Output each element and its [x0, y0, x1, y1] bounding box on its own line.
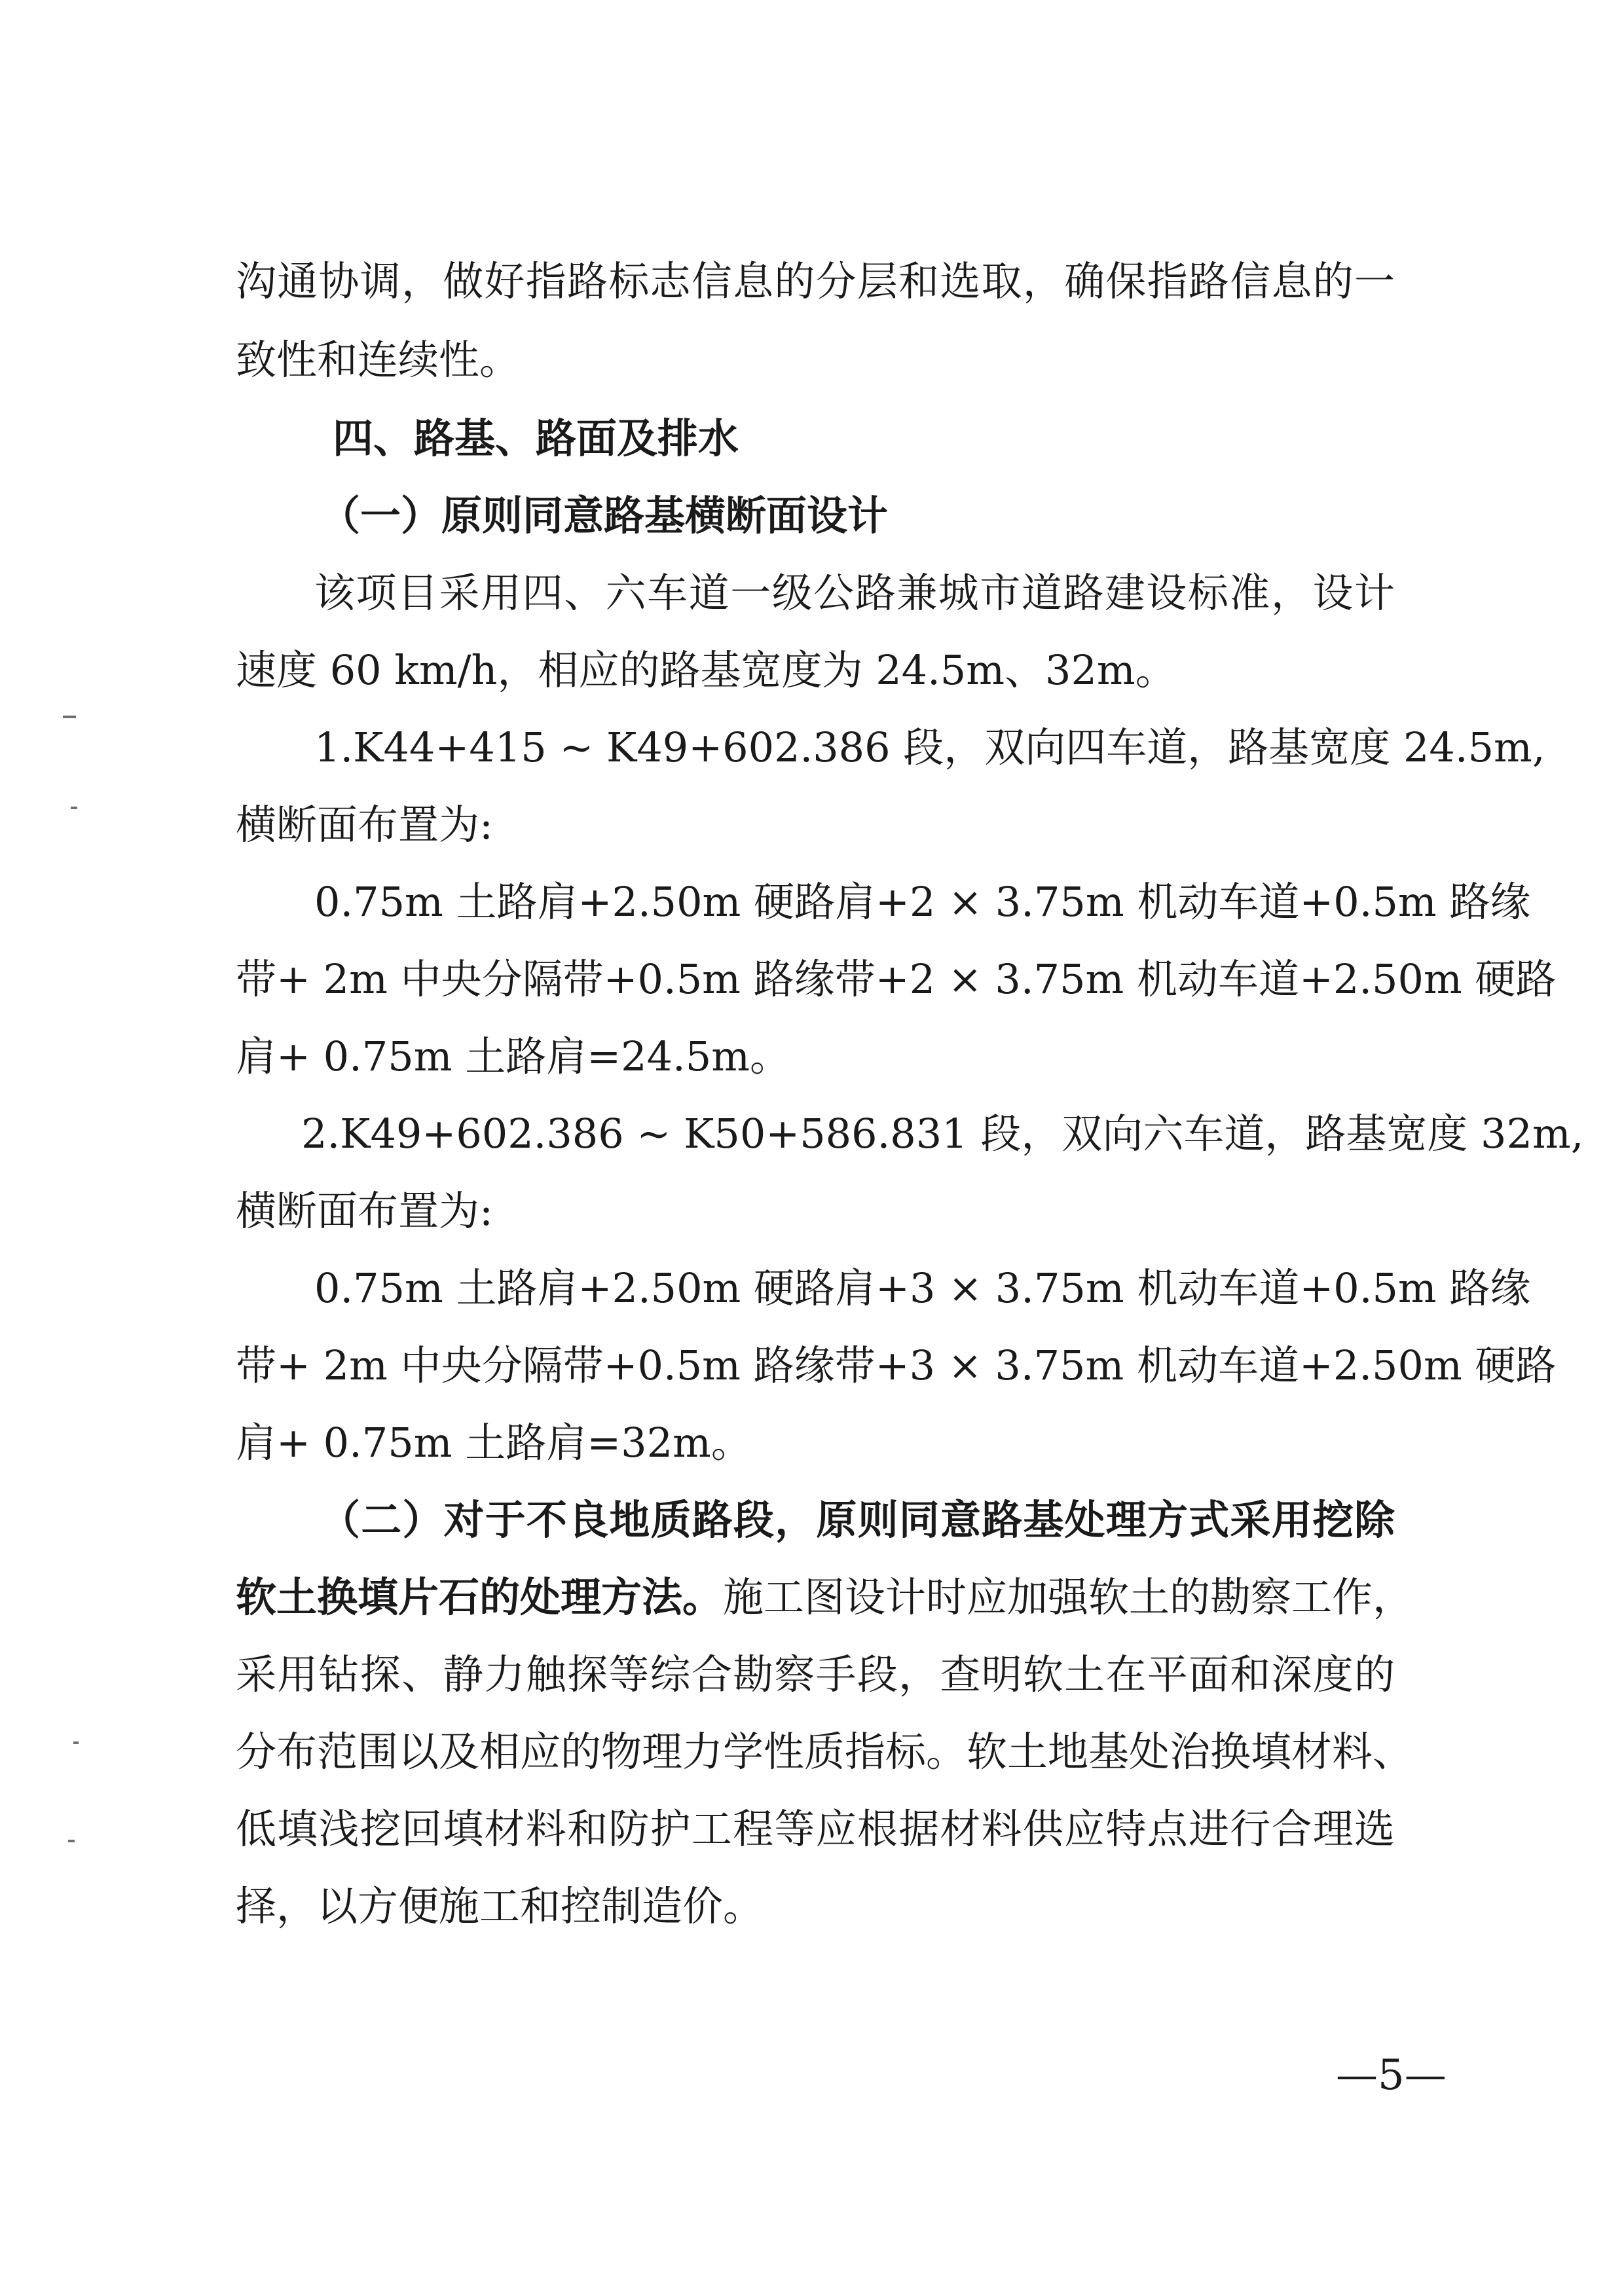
body-text: 施工图设计时应加强软土的勘察工作， — [723, 1573, 1414, 1621]
body-line — [236, 1571, 1414, 1624]
body-line: 该项目采用四、六车道一级公路兼城市道路建设标准，设计 — [314, 569, 1395, 617]
scan-mark — [63, 716, 76, 718]
body-line: 采用钻探、静力触探等综合勘察手段，查明软土在平面和深度的 — [236, 1650, 1395, 1698]
body-line: 0.75m 土路肩+2.50m 硬路肩+3 × 3.75m 机动车道+0.5m 路缘 — [314, 1264, 1531, 1312]
scan-mark — [68, 1840, 75, 1842]
body-line: 速度 60 km/h，相应的路基宽度为 24.5m、32m。 — [236, 646, 1176, 694]
body-line: 横断面布置为: — [236, 801, 493, 848]
body-line: 带+ 2m 中央分隔带+0.5m 路缘带+3 × 3.75m 机动车道+2.50m 硬路 — [236, 1341, 1557, 1389]
body-line: 肩+ 0.75m 土路肩=32m。 — [236, 1419, 752, 1467]
body-line: 分布范围以及相应的物理力学性质指标。软土地基处治换填材料、 — [236, 1728, 1414, 1776]
body-line: 2.K49+602.386 ~ K50+586.831 段，双向六车道，路基宽度 32m, — [301, 1110, 1584, 1157]
subsection-heading-tail: 软土换填片石的处理方法。 — [236, 1573, 724, 1621]
subsection-heading: （一）原则同意路基横断面设计 — [320, 492, 889, 539]
body-line: 肩+ 0.75m 土路肩=24.5m。 — [236, 1032, 790, 1080]
body-line: 择，以方便施工和控制造价。 — [236, 1882, 764, 1930]
body-line: 横断面布置为: — [236, 1187, 493, 1235]
body-line: 低填浅挖回填材料和防护工程等应根据材料供应特点进行合理选 — [236, 1805, 1395, 1853]
section-heading: 四、路基、路面及排水 — [333, 414, 739, 462]
page-number: —5— — [1336, 2051, 1447, 2100]
scan-mark — [71, 807, 77, 809]
body-line: 沟通协调，做好指路标志信息的分层和选取，确保指路信息的一 — [236, 257, 1395, 305]
body-line: 致性和连续性。 — [236, 336, 521, 384]
body-line: 0.75m 土路肩+2.50m 硬路肩+2 × 3.75m 机动车道+0.5m 路缘 — [314, 878, 1531, 926]
subsection-heading: （二）对于不良地质路段，原则同意路基处理方式采用挖除 — [320, 1496, 1395, 1544]
body-line: 1.K44+415 ~ K49+602.386 段，双向四车道，路基宽度 24.5m, — [314, 723, 1545, 771]
scan-mark — [73, 1741, 79, 1744]
body-line: 带+ 2m 中央分隔带+0.5m 路缘带+2 × 3.75m 机动车道+2.50m 硬路 — [236, 955, 1557, 1003]
